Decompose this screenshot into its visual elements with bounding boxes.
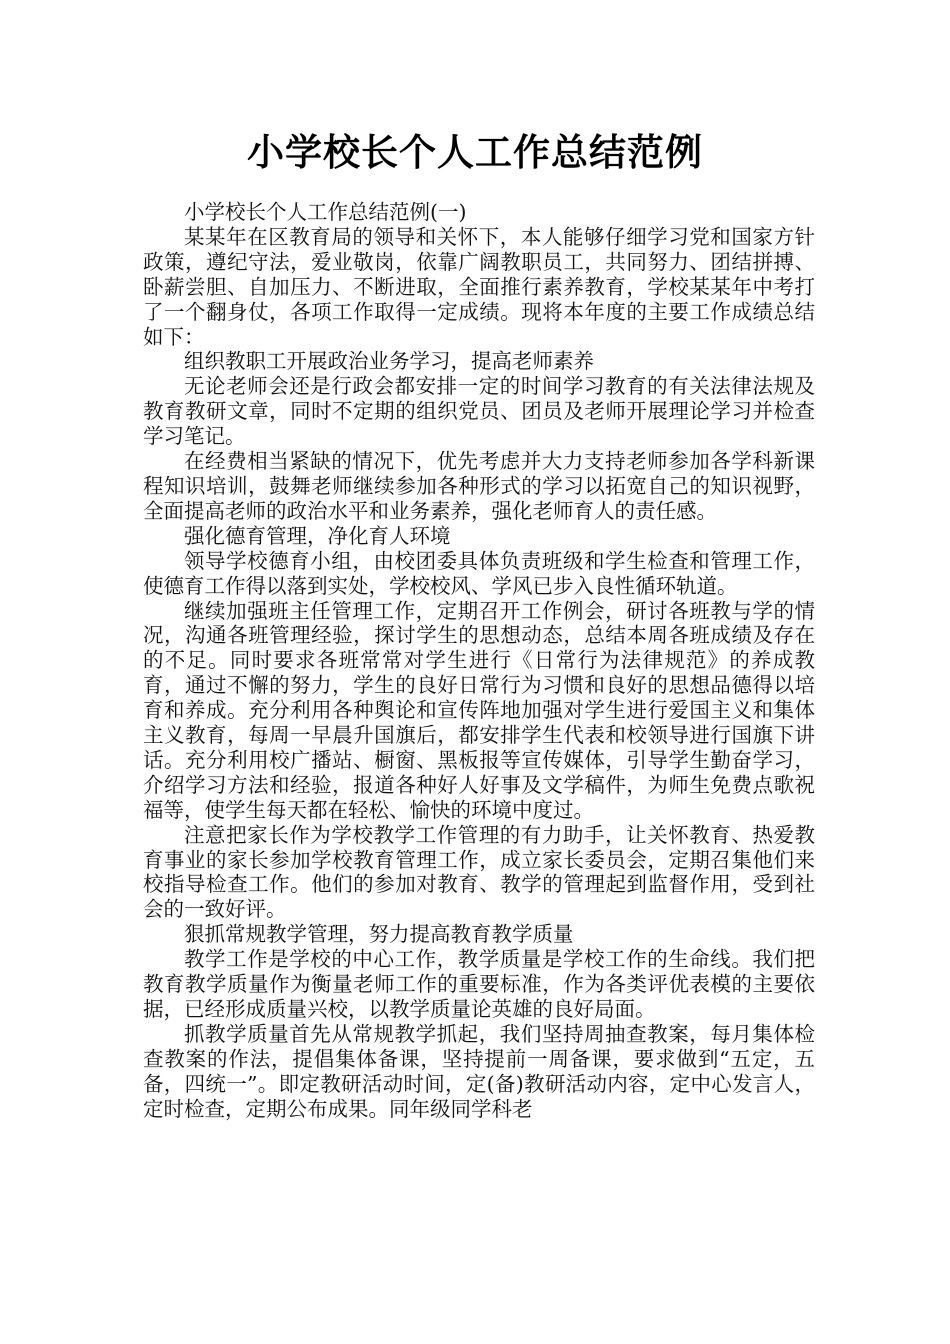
section-heading: 小学校长个人工作总结范例(一) [184,200,467,224]
section-heading: 狠抓常规教学管理，努力提高教育教学质量 [184,922,574,947]
section-heading: 组织教职工开展政治业务学习，提高老师素养 [184,349,594,374]
document-body [143,200,815,1122]
paragraph: 领导学校德育小组，由校团委具体负责班级和学生检查和管理工作，使德育工作得以落到实处，学校校风、学风已步入良性循环轨道。 [143,548,815,598]
paragraph: 在经费相当紧缺的情况下，优先考虑并大力支持老师参加各学科新课程知识培训，鼓舞老师继续参加各种形式的学习以拓宽自己的知识视野，全面提高老师的政治水平和业务素养，强化老师育人的责任感。 [143,449,815,523]
document-title: 小学校长个人工作总结范例 [247,131,703,174]
paragraph: 无论老师会还是行政会都安排一定的时间学习教育的有关法律法规及教育教研文章，同时不定期的组织党员、团员及老师开展理论学习并检查学习笔记。 [143,374,815,449]
paragraph: 教学工作是学校的中心工作，教学质量是学校工作的生命线。我们把教育教学质量作为衡量老师工作的重要标准，作为各类评优表模的主要依据，已经形成质量兴校，以教学质量论英雄的良好局面。 [143,947,815,1021]
paragraph: 抓教学质量首先从常规教学抓起，我们坚持周抽查教案，每月集体检查教案的作法，提倡集体备课，坚持提前一周备课，要求做到“五定，五备，四统一”。即定教研活动时间，定(备)教研活动内容，定中心发言人，定时检查，定期公布成果。同年级同学科老 [143,1021,815,1121]
paragraph: 继续加强班主任管理工作，定期召开工作例会，研讨各班教与学的情况，沟通各班管理经验，探讨学生的思想动态，总结本周各班成绩及存在的不足。同时要求各班常常对学生进行《日常行为法律规范》的养成教育，通过不懈的努力，学生的良好日常行为习惯和良好的思想品德得以培育和养成。充分利用各种舆论和宣传阵地加强对学生进行爱国主义和集体主义教育，每周一早晨升国旗后，都安排学生代表和校领导进行国旗下讲话。充分利用校广播站、橱窗、黑板报等宣传媒体，引导学生勤奋学习，介绍学习方法和经验，报道各种好人好事及文学稿件，为师生免费点歌祝福等，使学生每天都在轻松、愉快的环境中度过。 [143,598,815,822]
paragraph: 注意把家长作为学校教学工作管理的有力助手，让关怀教育、热爱教育事业的家长参加学校教育管理工作，成立家长委员会，定期召集他们来校指导检查工作。他们的参加对教育、教学的管理起到监督作用，受到社会的一致好评。 [143,822,815,922]
section-heading: 强化德育管理，净化育人环境 [184,523,451,548]
paragraph: 某某年在区教育局的领导和关怀下，本人能够仔细学习党和国家方针政策，遵纪守法，爱业敬岗，依靠广阔教职员工，共同努力、团结拼搏、卧薪尝胆、自加压力、不断进取，全面推行素养教育，学校某某年中考打了一个翻身仗，各项工作取得一定成绩。现将本年度的主要工作成绩总结如下： [143,224,815,349]
